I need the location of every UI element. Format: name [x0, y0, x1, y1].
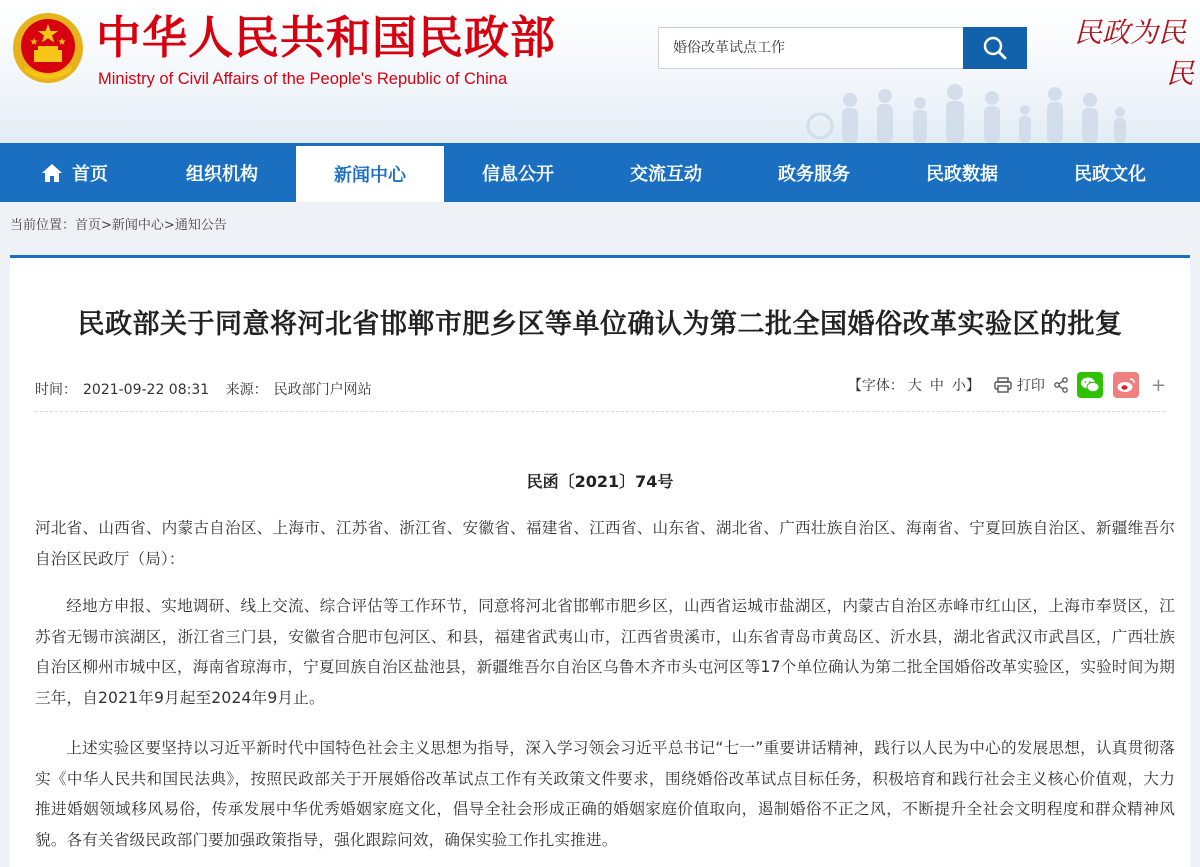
breadcrumb-news[interactable]: 新闻中心> [111, 218, 175, 233]
national-emblem-icon [10, 10, 86, 88]
nav-item-data[interactable]: 民政数据 [926, 163, 998, 185]
font-small-button[interactable]: 小】 [951, 378, 980, 394]
source-label: 来源： [225, 382, 268, 398]
nav-item-organization[interactable]: 组织机构 [186, 163, 258, 185]
slogan: 民政为民 [1074, 16, 1187, 49]
breadcrumb-home[interactable]: 首页> [75, 218, 112, 233]
site-title-en: Ministry of Civil Affairs of the People's Republic of China [98, 70, 508, 88]
slogan-line-2: 民 [1166, 57, 1195, 90]
font-medium-button[interactable]: 中 [929, 378, 944, 394]
nav-item-info-disclosure[interactable]: 信息公开 [482, 163, 554, 185]
article-tools [848, 372, 1170, 398]
font-large-button[interactable]: 大 [907, 378, 922, 394]
document-number: 民函〔2021〕74号 [526, 472, 674, 491]
weibo-share-button[interactable] [1113, 372, 1139, 398]
time-label: 时间： [35, 382, 77, 398]
publish-time: 2021-09-22 08:31 [83, 382, 210, 398]
addressee-paragraph: 河北省、山西省、内蒙古自治区、上海市、江苏省、浙江省、安徽省、福建省、江西省、山东省、湖北省、广西壮族自治区、海南省、宁夏回族自治区、新疆维吾尔自治区民政厅（局）： [35, 519, 1175, 568]
wechat-share-button[interactable] [1077, 372, 1103, 398]
breadcrumb [10, 214, 227, 233]
font-size-label: 【字体： [847, 378, 904, 394]
wechat-icon [1080, 376, 1100, 394]
nav-item-culture[interactable]: 民政文化 [1074, 163, 1146, 185]
body-paragraph-2: 上述实验区要坚持以习近平新时代中国特色社会主义思想为指导，深入学习领会习近平总书记“七一”重要讲话精神，践行以人民为中心的发展思想，认真贯彻落实《中华人民共和国民法典》，按照民政部关于开展婚俗改革试点工作有关政策文件要求，围绕婚俗改革试点目标任务，积极培育和践行社会主义核心价值观，大力推进婚姻领域移风易俗，传承发展中华优秀婚姻家庭文化，倡导全社会形成正确的婚姻家庭价值取向，遏制婚俗不正之风，不断提升全社会文明程度和群众精神风貌。各有关省级民政部门要加强政策指导，强化跟踪问效，确保实验工作扎实推进。 [35, 739, 1175, 849]
article-title: 民政部关于同意将河北省邯郸市肥乡区等单位确认为第二批全国婚俗改革实验区的批复 [77, 309, 1123, 340]
article-card [10, 255, 1190, 867]
print-icon [994, 377, 1012, 393]
site-title-cn: 中华人民共和国民政部 [96, 11, 557, 64]
search-icon [982, 35, 1008, 61]
breadcrumb-prefix: 当前位置： [10, 218, 76, 233]
breadcrumb-notices[interactable]: 通知公告 [174, 218, 227, 233]
nav-item-label: 首页 [72, 163, 108, 185]
meta-divider [35, 411, 1165, 412]
site-header [0, 0, 1200, 143]
share-icon[interactable] [1053, 377, 1069, 393]
print-label: 打印 [1016, 378, 1045, 394]
more-share-button[interactable]: + [1150, 374, 1166, 396]
people-silhouette-decoration [780, 78, 1200, 143]
nav-item-services[interactable]: 政务服务 [778, 163, 850, 185]
home-icon [40, 162, 64, 184]
search-button[interactable] [963, 27, 1027, 69]
nav-item-news-center[interactable]: 新闻中心 [296, 143, 444, 202]
print-button[interactable] [994, 375, 1045, 395]
body-paragraph-1: 经地方申报、实地调研、线上交流、综合评估等工作环节，同意将河北省邯郸市肥乡区，山西省运城市盐湖区，内蒙古自治区赤峰市红山区，上海市奉贤区，江苏省无锡市滨湖区，浙江省三门县，安徽省合肥市包河区、和县，福建省武夷山市，江西省贵溪市，山东省青岛市黄岛区、沂水县，湖北省武汉市武昌区，广西壮族自治区柳州市城中区，海南省琼海市，宁夏回族自治区盐池县，新疆维吾尔自治区乌鲁木齐市头屯河区等17个单位确认为第二批全国婚俗改革实验区，实验时间为期三年，自2021年9月起至2024年9月止。 [35, 597, 1175, 707]
source: 民政部门户网站 [273, 382, 372, 398]
weibo-icon [1116, 376, 1136, 394]
article-meta [35, 379, 378, 399]
nav-item-interaction[interactable]: 交流互动 [630, 163, 702, 185]
main-nav [0, 143, 1200, 202]
nav-item-home[interactable] [0, 143, 148, 202]
search-input[interactable]: 婚俗改革试点工作 [658, 27, 964, 69]
